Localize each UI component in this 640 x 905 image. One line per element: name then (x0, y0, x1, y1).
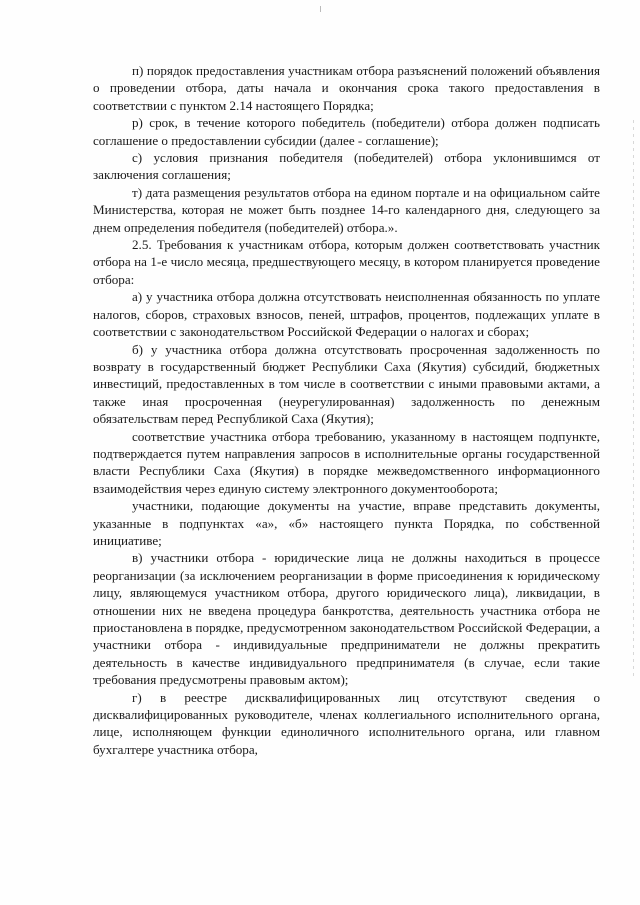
line: межведомственного информационного взаимодействия через единую (93, 463, 600, 496)
line: процессе реорганизации (за исключением реорганизации в форме (93, 550, 600, 583)
scan-top-mark (320, 6, 321, 12)
line: соответствие участника отбора требованию, указанному в настоящем (132, 428, 534, 444)
line: процедура банкротства, деятельность участника отбора не приостановлена в (93, 602, 600, 635)
line: соответствии с иными правовыми актами, а также иная просроченная (93, 376, 601, 409)
paragraph-2-5 (93, 236, 600, 288)
paragraph-r (93, 114, 600, 149)
paragraph-participants (93, 497, 600, 549)
paragraph-compliance (93, 428, 600, 498)
line: календарного дня, следующего за днем определения победителя (93, 202, 601, 235)
paragraph-p (93, 62, 600, 114)
line: участник отбора на 1-е число месяца, предшествующего месяцу, в котором (93, 237, 600, 270)
line: б) у участника отбора должна отсутствовать просроченная (132, 341, 488, 357)
paragraph-t (93, 184, 600, 236)
line: р) срок, в течение которого победитель (победители) отбора должен (132, 115, 537, 131)
line: порядке, предусмотренном законодательством Российской Федерации, а (195, 620, 600, 635)
line: систему электронного документооборота; (264, 480, 498, 496)
paragraph-a (93, 288, 600, 340)
line: (победителей) отбора.». (264, 219, 398, 235)
line: исполнительного органа, или главном бухгалтере участника отбора, (93, 724, 600, 757)
line: задолженность по возврату в государственный бюджет Республики Саха (93, 341, 600, 374)
line: предоставления в соответствии с пунктом 2.14 настоящего Порядка; (93, 80, 600, 113)
line: дисквалифицированных руководителе, членах коллегиального (93, 707, 451, 723)
line: присоединения к юридическому лицу, являющемуся участником отбора, (93, 567, 600, 601)
scan-edge-artifact (633, 120, 634, 680)
paragraph-s (93, 149, 600, 184)
line: в) участники отбора - юридические лица не должны находиться в (132, 550, 542, 566)
line: такие требования предусмотрены правовым актом); (93, 654, 600, 688)
line: органы государственной власти Республики Саха (Якутия) в порядке (93, 445, 600, 479)
line: исполнительного органа, лице, исполняющем функции единоличного (93, 707, 601, 740)
line: (неурегулированная) задолженность по денежным обязательствам перед (93, 393, 600, 427)
line: процентов, подлежащих уплате в соответствии с законодательством (93, 306, 600, 340)
line: 2.5. Требования к участникам отбора, которым должен соответствовать (132, 237, 544, 253)
line: планируется проведение отбора: (93, 254, 600, 287)
line: т) дата размещения результатов отбора на едином портале и на (132, 184, 487, 200)
line: (Якутия) субсидий, бюджетных инвестиций, предоставленных в том числе в (93, 358, 601, 392)
line: официальном сайте Министерства, которая не может быть позднее 14-го (93, 184, 600, 218)
line: документы, указанные в подпунктах «а», «б» настоящего пункта Порядка, по (93, 498, 600, 531)
paragraph-g (93, 689, 600, 759)
line: участники отбора - индивидуальные предприниматели не должны прекратить (93, 637, 600, 653)
document-body (93, 62, 600, 758)
paragraph-v (93, 549, 600, 688)
line: г) в реестре дисквалифицированных лиц отсутствуют сведения о (132, 689, 600, 705)
line: собственной инициативе; (93, 515, 600, 548)
line: п) порядок предоставления участникам отбора разъяснений положений (132, 63, 533, 78)
line: Республикой Саха (Якутия); (216, 411, 374, 427)
line: деятельность в качестве индивидуального предпринимателя (в случае, если (93, 654, 560, 670)
line: подпункте, подтверждается путем направления запросов в исполнительные (93, 428, 600, 461)
line: обязанность по уплате налогов, сборов, страховых взносов, пеней, штрафов, (93, 289, 600, 322)
line: Российской Федерации о налогах и сборах; (287, 324, 530, 340)
line: другого юридического лица), ликвидации, в отношении них не введена (93, 585, 600, 618)
line: а) у участника отбора должна отсутствовать неисполненная (132, 289, 470, 305)
line: с) условия признания победителя (победителей) отбора уклонившимся (132, 150, 577, 166)
line: объявления о проведении отбора, даты начала и окончания срока такого (93, 63, 600, 96)
line: подписать соглашение о предоставлении субсидии (далее - соглашение); (93, 115, 600, 148)
line: от заключения соглашения; (93, 150, 601, 183)
paragraph-b (93, 341, 600, 428)
line: участники, подающие документы на участие, вправе представить (132, 498, 528, 514)
